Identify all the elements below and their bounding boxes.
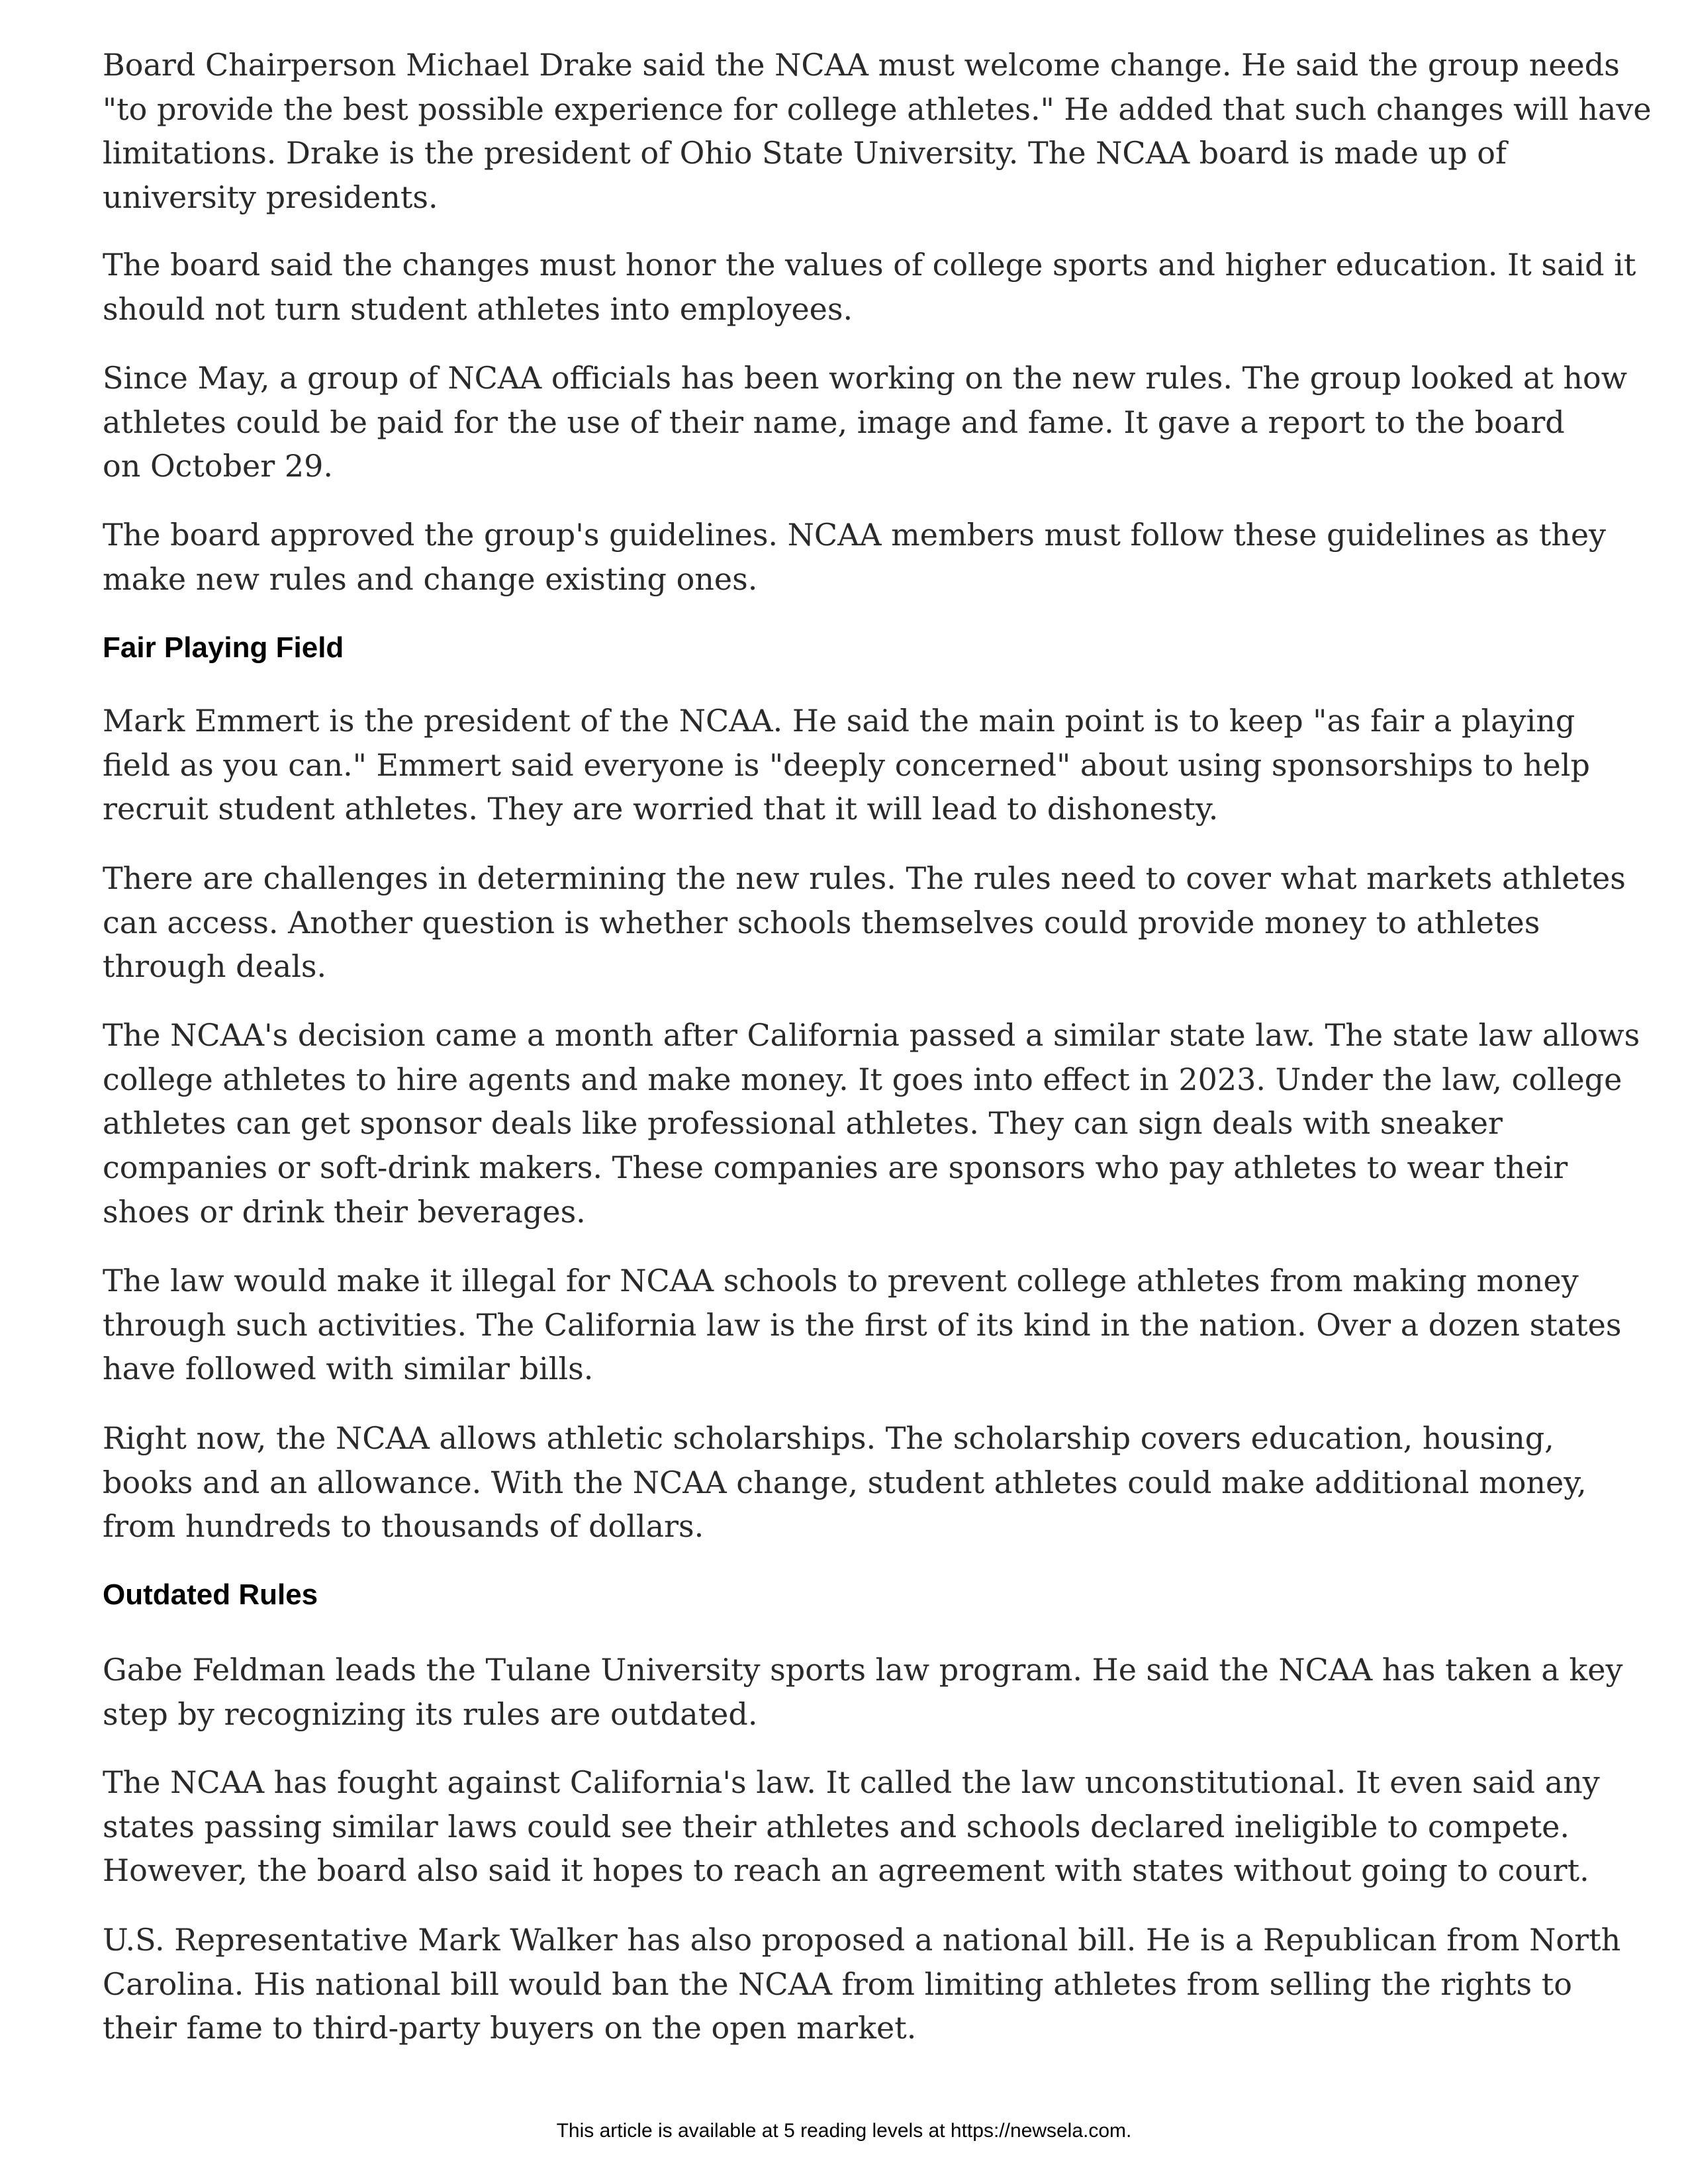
text-line: on October 29. <box>103 448 334 484</box>
text-line: have followed with similar bills. <box>103 1351 594 1387</box>
text-line: "to provide the best possible experience for college athletes." He added that such changes will have <box>103 91 1652 127</box>
text-line: Board Chairperson Michael Drake said the NCAA must welcome change. He said the group needs <box>103 47 1620 83</box>
text-line: athletes can get sponsor deals like professional athletes. They can sign deals with sneaker <box>103 1105 1503 1142</box>
text-line: college athletes to hire agents and make money. It goes into effect in 2023. Under the law, college <box>103 1061 1622 1097</box>
paragraph <box>103 43 1652 220</box>
text-line: university presidents. <box>103 179 438 216</box>
text-line: athletes could be paid for the use of their name, image and fame. It gave a report to the board <box>103 404 1565 440</box>
text-line: from hundreds to thousands of dollars. <box>103 1508 704 1545</box>
text-line: limitations. Drake is the president of Ohio State University. The NCAA board is made up of <box>103 135 1507 171</box>
text-line: The NCAA has fought against California's law. It called the law unconstitutional. It even said any <box>103 1764 1600 1800</box>
paragraph <box>103 1013 1640 1234</box>
paragraph <box>103 1648 1623 1736</box>
text-line: The board said the changes must honor the values of college sports and higher education. It said it <box>103 247 1636 283</box>
paragraph <box>103 243 1636 331</box>
paragraph <box>103 1259 1621 1391</box>
text-line: Carolina. His national bill would ban the NCAA from limiting athletes from selling the rights to <box>103 1966 1572 2002</box>
section-heading <box>103 628 344 668</box>
text-line: states passing similar laws could see their athletes and schools declared ineligible to compete. <box>103 1808 1570 1844</box>
text-line: Mark Emmert is the president of the NCAA. He said the main point is to keep "as fair a playing <box>103 703 1575 739</box>
footer-note: This article is available at 5 reading levels at https://newsela.com. <box>556 2120 1132 2142</box>
section-heading <box>103 1575 318 1615</box>
text-line: books and an allowance. With the NCAA change, student athletes could make additional money, <box>103 1464 1587 1500</box>
text-line: There are challenges in determining the new rules. The rules need to cover what markets athletes <box>103 860 1626 896</box>
text-line: However, the board also said it hopes to reach an agreement with states without going to court. <box>103 1852 1589 1889</box>
text-line: shoes or drink their beverages. <box>103 1193 586 1230</box>
text-line: companies or soft-drink makers. These companies are sponsors who pay athletes to wear their <box>103 1150 1568 1186</box>
paragraph <box>103 1416 1587 1549</box>
text-line: Gabe Feldman leads the Tulane University sports law program. He said the NCAA has taken a key <box>103 1652 1623 1688</box>
paragraph <box>103 1760 1600 1893</box>
text-line: through deals. <box>103 948 327 985</box>
text-line: The NCAA's decision came a month after California passed a similar state law. The state law allows <box>103 1017 1640 1053</box>
text-line: The law would make it illegal for NCAA schools to prevent college athletes from making money <box>103 1263 1579 1298</box>
text-line: make new rules and change existing ones. <box>103 561 758 597</box>
text-line: should not turn student athletes into employees. <box>103 291 853 327</box>
text-line: U.S. Representative Mark Walker has also proposed a national bill. He is a Republican from North <box>103 1922 1621 1958</box>
text-line: Right now, the NCAA allows athletic scholarships. The scholarship covers education, housing, <box>103 1420 1554 1456</box>
paragraph <box>103 1918 1620 2050</box>
text-line: recruit student athletes. They are worried that it will lead to dishonesty. <box>103 791 1219 827</box>
paragraph <box>103 699 1590 831</box>
text-line: Since May, a group of NCAA officials has been working on the new rules. The group looked at how <box>103 360 1628 396</box>
text-line: can access. Another question is whether schools themselves could provide money to athletes <box>103 904 1540 940</box>
paragraph <box>103 356 1627 488</box>
text-line: field as you can." Emmert said everyone is "deeply concerned" about using sponsorships to help <box>103 747 1590 783</box>
text-line: through such activities. The California law is the first of its kind in the nation. Over a dozen states <box>103 1306 1622 1343</box>
text-line: Outdated Rules <box>103 1578 318 1611</box>
text-line: The board approved the group's guidelines. NCAA members must follow these guidelines as they <box>103 517 1607 553</box>
text-line: Fair Playing Field <box>103 631 344 664</box>
text-line: step by recognizing its rules are outdated. <box>103 1696 758 1732</box>
paragraph <box>103 856 1626 989</box>
paragraph <box>103 513 1606 601</box>
text-line: their fame to third-party buyers on the open market. <box>103 2010 917 2046</box>
